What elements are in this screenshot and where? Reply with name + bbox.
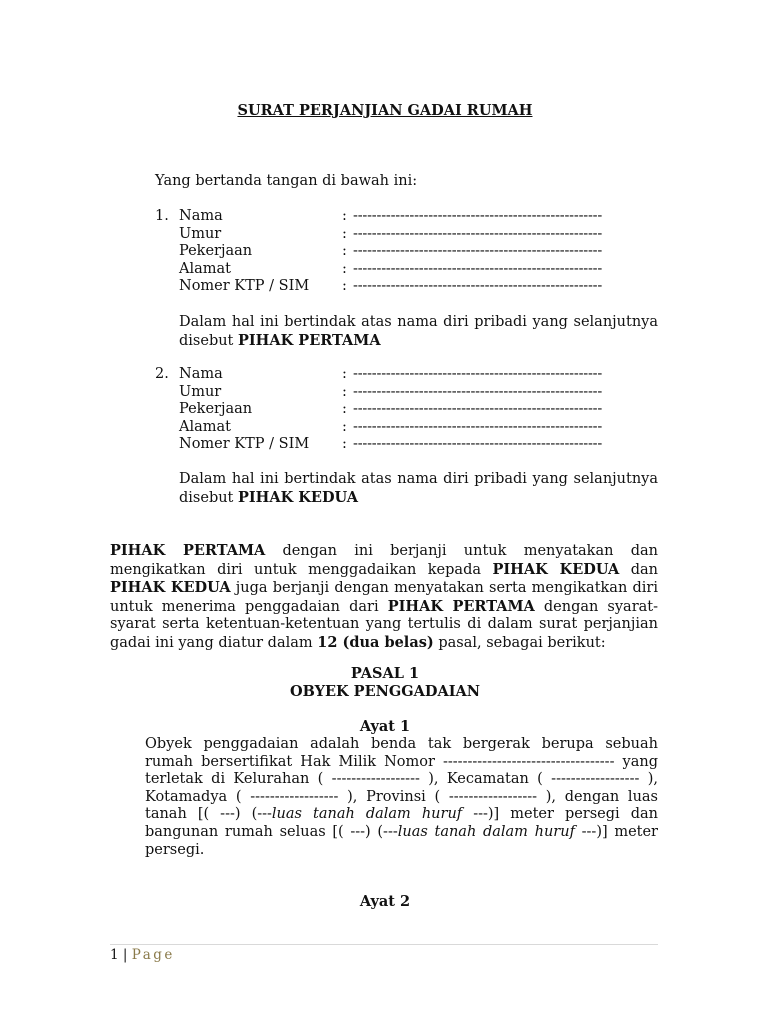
field-colon: : bbox=[342, 225, 347, 242]
field-label: Alamat bbox=[179, 260, 231, 277]
field-row bbox=[155, 243, 665, 261]
pasal-title: PASAL 1 bbox=[350, 665, 420, 682]
agreement-text: pasal, sebagai berikut: bbox=[433, 634, 606, 651]
field-blank: ----------------------------------------------------- bbox=[353, 418, 603, 435]
field-label: Pekerjaan bbox=[179, 243, 253, 260]
field-blank: ----------------------------------------------------- bbox=[353, 278, 603, 295]
agreement-text: dan bbox=[619, 561, 659, 578]
ayat2-title: Ayat 2 bbox=[359, 893, 411, 910]
field-row bbox=[155, 278, 665, 296]
field-label: Alamat bbox=[179, 418, 231, 435]
field-label: Pekerjaan bbox=[179, 401, 253, 418]
agreement-text: dengan ini berjanji untuk menyatakan dan mengikatkan diri untuk menggadaikan kepada bbox=[110, 543, 658, 578]
field-label: Nomer KTP / SIM bbox=[179, 278, 310, 295]
field-row bbox=[155, 419, 665, 437]
document-title: SURAT PERJANJIAN GADAI RUMAH bbox=[237, 102, 533, 119]
field-blank: ----------------------------------------------------- bbox=[353, 366, 603, 382]
field-blank: ----------------------------------------------------- bbox=[353, 436, 603, 453]
agreement-paragraph bbox=[110, 542, 658, 653]
field-colon: : bbox=[342, 383, 347, 400]
party-ref: PIHAK KEDUA bbox=[110, 579, 231, 597]
party-ref: PIHAK PERTAMA bbox=[110, 542, 266, 559]
party2-desc-text: Dalam hal ini bertindak atas nama diri pribadi yang selanjutnya disebut bbox=[179, 471, 658, 506]
agreement-text: dengan syarat-syarat serta ketentuan-ketentuan yang tertulis di dalam surat perjanjian gadai ini yang diatur dalam bbox=[110, 598, 659, 651]
field-row bbox=[155, 261, 665, 279]
party2-description bbox=[179, 471, 658, 507]
page-footer bbox=[110, 947, 175, 965]
ayat1-paragraph bbox=[145, 736, 658, 859]
field-row bbox=[155, 436, 665, 454]
field-label: Nama bbox=[179, 208, 223, 224]
field-row bbox=[155, 366, 665, 384]
field-label: Nomer KTP / SIM bbox=[179, 436, 310, 453]
party1-fields bbox=[155, 208, 665, 296]
page-separator: | bbox=[122, 947, 128, 963]
party1-desc-text: Dalam hal ini bertindak atas nama diri pribadi yang selanjutnya disebut bbox=[179, 314, 658, 349]
field-colon: : bbox=[342, 418, 347, 435]
field-blank: ----------------------------------------------------- bbox=[353, 225, 603, 242]
page-label: Page bbox=[131, 947, 175, 963]
ayat1-text: ---)] meter persegi dan bangunan rumah seluas [( ---) (--- bbox=[145, 806, 658, 840]
intro-text: Yang bertanda tangan di bawah ini: bbox=[155, 173, 418, 189]
ayat1-title: Ayat 1 bbox=[359, 718, 411, 735]
field-blank: ----------------------------------------------------- bbox=[353, 243, 603, 260]
page-number: 1 bbox=[110, 947, 119, 963]
field-row bbox=[155, 226, 665, 244]
party-number: 1. bbox=[155, 208, 169, 224]
agreement-text: juga berjanji dengan menyatakan serta mengikatkan diri untuk menerima penggadaian dari bbox=[110, 580, 658, 615]
field-blank: ----------------------------------------------------- bbox=[353, 260, 603, 277]
article-count: 12 (dua belas) bbox=[317, 633, 434, 651]
field-blank: ----------------------------------------------------- bbox=[353, 208, 603, 224]
field-colon: : bbox=[342, 243, 347, 260]
field-row bbox=[155, 384, 665, 402]
field-row bbox=[155, 208, 665, 226]
field-colon: : bbox=[342, 436, 347, 453]
field-colon: : bbox=[342, 208, 347, 224]
field-label: Nama bbox=[179, 366, 223, 382]
field-colon: : bbox=[342, 278, 347, 295]
field-label: Umur bbox=[179, 225, 222, 242]
ayat1-text: ---)] meter persegi. bbox=[145, 823, 658, 858]
party2-fields bbox=[155, 366, 665, 454]
pasal-subtitle: OBYEK PENGGADAIAN bbox=[289, 683, 481, 700]
party-number: 2. bbox=[155, 366, 169, 382]
footer-divider bbox=[110, 944, 658, 945]
field-row bbox=[155, 401, 665, 419]
field-colon: : bbox=[342, 260, 347, 277]
party-ref: PIHAK KEDUA bbox=[492, 560, 620, 578]
party-ref: PIHAK PERTAMA bbox=[387, 597, 535, 615]
ayat1-italic: luas tanah dalam huruf bbox=[271, 806, 463, 823]
field-colon: : bbox=[342, 366, 347, 382]
ayat1-text: Obyek penggadaian adalah benda tak bergerak berupa sebuah rumah bersertifikat Hak Milik Nomor ----------------------------------- yang terletak di Kelurahan ( ------------------ ), Kecamatan ( ------------------ ), Kotamadya ( ------------------ ), Provinsi ( ------------------ ), dengan luas tanah [( ---) (--- bbox=[145, 736, 658, 823]
field-blank: ----------------------------------------------------- bbox=[353, 383, 603, 400]
field-label: Umur bbox=[179, 383, 222, 400]
field-blank: ----------------------------------------------------- bbox=[353, 401, 603, 418]
party1-description bbox=[179, 314, 658, 350]
ayat1-italic: luas tanah dalam huruf bbox=[397, 823, 575, 840]
party2-role: PIHAK KEDUA bbox=[238, 488, 358, 506]
party1-role: PIHAK PERTAMA bbox=[238, 331, 381, 349]
field-colon: : bbox=[342, 401, 347, 418]
